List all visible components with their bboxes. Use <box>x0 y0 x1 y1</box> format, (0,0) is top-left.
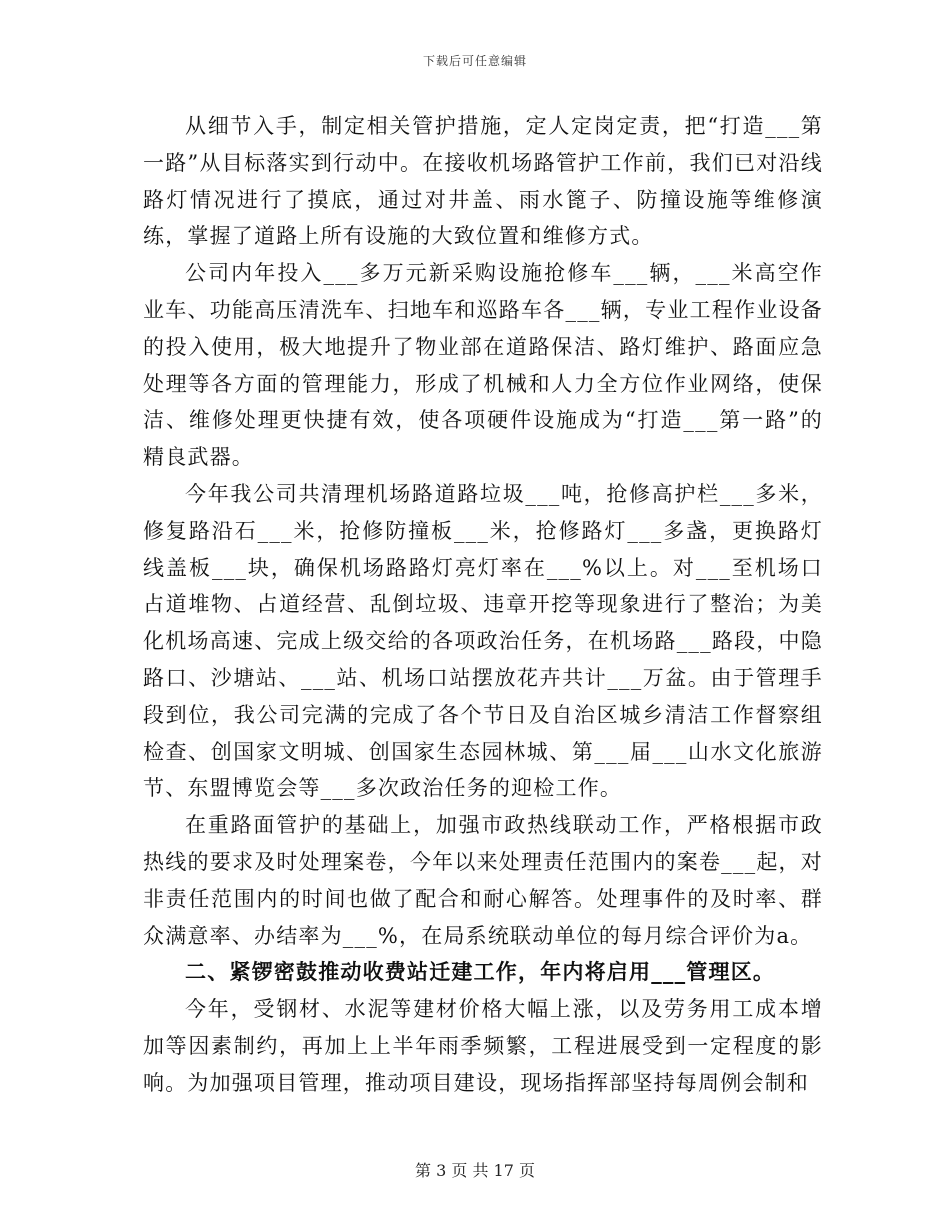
paragraph-2: 公司内年投入___多万元新采购设施抢修车___辆，___米高空作业车、功能高压清洗车、扫地车和巡路车各___辆，专业工程作业设备的投入使用，极大地提升了物业部在道路保洁、路灯维护、路面应急处理等各方面的管理能力，形成了机械和人力全方位作业网络，使保洁、维修处理更快捷有效，使各项硬件设施成为“打造___第一路”的精良武器。 <box>143 261 823 470</box>
page-header: 下载后可任意编辑 <box>422 54 527 68</box>
paragraph-4: 在重路面管护的基础上，加强市政热线联动工作，严格根据市政热线的要求及时处理案卷，今年以来处理责任范围内的案卷___起，对非责任范围内的时间也做了配合和耐心解答。处理事件的及时率、群众满意率、办结率为___%，在局系统联动单位的每月综合评价为a。 <box>143 813 823 948</box>
paragraph-1: 从细节入手，制定相关管护措施，定人定岗定责，把“打造___第一路”从目标落实到行动中。在接收机场路管护工作前，我们已对沿线路灯情况进行了摸底，通过对井盖、雨水篦子、防撞设施等维修演练，掌握了道路上所有设施的大致位置和维修方式。 <box>143 114 823 249</box>
page-number: 第 3 页 共 17 页 <box>415 1161 535 1180</box>
paragraph-5: 今年，受钢材、水泥等建材价格大幅上涨，以及劳务用工成本增加等因素制约，再加上上半年雨季频繁，工程进展受到一定程度的影响。为加强项目管理，推动项目建设，现场指挥部坚持每周例会制和 <box>143 997 823 1095</box>
section-heading: 二、紧锣密鼓推动收费站迁建工作，年内将启用___管理区。 <box>185 959 776 985</box>
paragraph-3: 今年我公司共清理机场路道路垃圾___吨，抢修高护栏___多米，修复路沿石___米，抢修防撞板___米，抢修路灯___多盏，更换路灯线盖板___块，确保机场路路灯亮灯率在___%以上。对___至机场口占道堆物、占道经营、乱倒垃圾、违章开挖等现象进行了整治；为美化机场高速、完成上级交给的各项政治任务，在机场路___路段，中隐路口、沙塘站、___站、机场口站摆放花卉共计___万盆。由于管理手段到位，我公司完满的完成了各个节日及自治区城乡清洁工作督察组检查、创国家文明城、创国家生态园林城、第___届___山水文化旅游节、东盟博览会等___多次政治任务的迎检工作。 <box>143 481 823 801</box>
document-body <box>143 108 823 1102</box>
